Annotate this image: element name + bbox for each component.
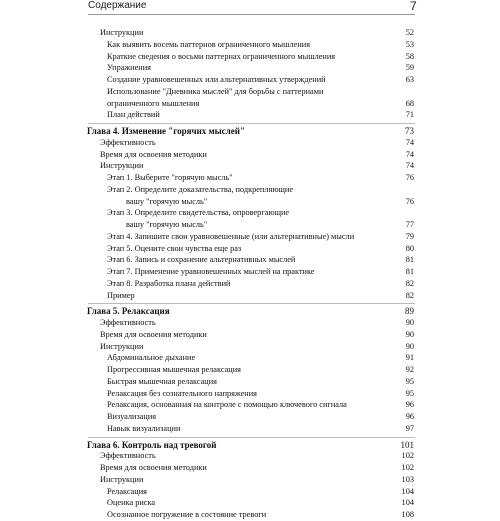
toc-entry-page: 73 [405,126,414,136]
toc-entry-row [0,486,500,498]
toc-entry-row [0,172,500,184]
toc-entry-row [0,74,500,86]
toc-entry-title: ограниченного мышления [107,98,200,108]
page-number: 7 [410,0,417,13]
toc-entry-title: Этап 1. Выберите "горячую мысль" [107,173,233,182]
toc-entry-page: 90 [405,341,414,351]
toc-entry-title: Время для освоения методики [100,329,207,339]
toc-entry-row [0,497,500,509]
toc-entry-page: 74 [405,149,414,159]
toc-entry-page: 95 [405,376,414,386]
toc-entry-row [0,278,500,290]
toc-entry-row [0,317,500,329]
toc-entry-title: Навык визуализации [107,423,181,433]
toc-entry-row [0,388,500,400]
toc-entry-page: 71 [405,110,414,120]
toc-entry-title: Абдоминальное дыхание [107,353,196,363]
toc-entry-title: Создание уравновешенных или альтернативных утверждений [107,75,326,84]
toc-entry-row [0,62,500,74]
toc-entry-title: Краткие сведения о восьми паттернах ограниченного мышления [107,51,336,61]
toc-entry-row [0,341,500,353]
toc-entry-title: Эффективность [100,451,156,461]
chapter-separator [88,123,415,124]
toc-entry-page: 108 [401,510,414,519]
toc-entry-page: 97 [405,423,414,433]
toc-entry-page: 59 [405,63,414,73]
toc-entry-row [0,329,500,341]
toc-entry-page: 95 [405,388,414,398]
toc-entry-title: Визуализация [107,412,157,421]
toc-entry-row [0,364,500,376]
toc-entry-row [0,399,500,411]
toc-entry-page: 90 [405,329,414,339]
toc-entry-title: Инструкции [100,161,144,171]
toc-entry-title: Инструкции [100,28,144,37]
toc-entry-title: Этап 4. Запишите свои уравновешенные (или альтернативные) мысли [107,231,355,241]
toc-entry-page: 81 [405,267,414,276]
chapter-separator [88,303,415,304]
toc-entry-page: 82 [405,278,414,288]
toc-entry-row [0,450,500,462]
chapter-separator [88,437,415,438]
toc-entry-row [0,254,500,266]
toc-entry-title: Использование "Дневника мыслей" для борьбы с паттернами [107,86,324,96]
toc-entry-page: 76 [405,173,414,182]
toc-entry-page: 104 [401,498,414,508]
toc-entry-title: Как выявить восемь паттернов ограниченного мышления [107,39,311,49]
toc-entry-title: Инструкции [100,341,144,351]
toc-entry-row [0,137,500,149]
toc-entry-row [0,86,500,98]
toc-entry-title: План действий [107,110,160,120]
toc-entry-row [0,51,500,63]
toc-entry-page: 102 [401,463,414,472]
toc-entry-row [0,196,500,208]
toc-entry-page: 63 [405,75,414,84]
toc-entry-page: 74 [405,161,414,171]
toc-entry-title: Глава 6. Контроль над тревогой [87,439,217,450]
toc-entry-page: 104 [401,486,414,496]
toc-entry-row [0,376,500,388]
toc-entry-row [0,219,500,231]
toc-entry-row [0,39,500,51]
toc-entry-row [0,243,500,255]
toc-entry-row [0,160,500,172]
toc-entry-page: 102 [401,451,414,461]
toc-entry-title: Релаксация [107,486,147,496]
toc-entry-row [0,149,500,161]
toc-chapter-row [0,305,500,317]
toc-entry-row [0,474,500,486]
toc-entry-title: вашу "горячую мысль" [126,220,208,229]
toc-entry-title: Этап 5. Оцените свои чувства еще раз [107,243,242,253]
toc-entry-page: 58 [405,51,414,61]
running-header-title: Содержание [88,0,147,11]
toc-entry-row [0,266,500,278]
toc-entry-row [0,98,500,110]
toc-entry-page: 79 [405,231,414,241]
toc-entry-row [0,423,500,435]
toc-entry-title: Прогрессивная мышечная релаксация [107,365,241,374]
toc-entry-title: Эффективность [100,137,156,147]
toc-entry-page: 91 [405,353,414,363]
toc-entry-page: 52 [405,28,414,37]
toc-entry-title: Этап 2. Определите доказательства, подкрепляющие [107,184,294,194]
toc-entry-page: 74 [405,137,414,147]
toc-entry-title: Этап 8. Разработка плана действий [107,278,231,288]
toc-entry-row [0,231,500,243]
toc-entry-title: Пример [107,290,135,300]
toc-entry-page: 53 [405,39,414,49]
toc-entry-page: 68 [405,98,414,108]
toc-chapter-row [0,439,500,451]
toc-entry-page: 89 [405,306,414,317]
toc-entry-row [0,411,500,423]
toc-entry-row [0,184,500,196]
toc-entry-page: 103 [401,474,414,484]
toc-entry-title: Релаксация без сознательного напряжения [107,388,257,398]
toc-entry-page: 82 [405,290,414,300]
toc-chapter-row [0,125,500,137]
toc-entry-row [0,290,500,302]
toc-entry-page: 80 [405,243,414,253]
toc-entry-title: Эффективность [100,318,156,327]
toc-entry-row [0,352,500,364]
toc-entry-page: 96 [405,400,414,410]
toc-entry-page: 101 [400,439,414,450]
toc-entry-page: 90 [405,318,414,327]
toc-entry-page: 92 [405,365,414,374]
toc-entry-title: Время для освоения методики [100,149,207,159]
toc-entry-page: 81 [405,255,414,265]
toc-entry-title: Быстрая мышечная релаксация [107,376,217,386]
toc-entry-title: Инструкции [100,474,144,484]
toc-entry-title: Глава 5. Релаксация [87,306,170,317]
toc-entry-title: Этап 7. Применение уравновешенных мыслей на практике [107,267,315,276]
toc-entry-title: Релаксация, основанная на контроле с помощью ключевого сигнала [107,400,347,410]
toc-entry-page: 76 [405,196,414,206]
toc-entry-row [0,462,500,474]
toc-entry-page: 96 [405,412,414,421]
toc-entry-page: 77 [405,220,414,229]
toc-entry-title: Время для освоения методики [100,463,207,472]
toc-entry-title: Глава 4. Изменение "горячих мыслей" [87,126,245,136]
toc-entry-title: Оценка риска [107,498,156,508]
toc-entry-row [0,27,500,39]
toc-entry-row [0,509,500,521]
toc-entry-row [0,207,500,219]
toc-entry-title: Этап 6. Запись и сохранение альтернативных мыслей [107,255,296,265]
toc-entry-title: вашу "горячую мысль" [126,196,208,206]
toc-entry-title: Осознанное погружение в состояние тревоги [107,510,267,519]
toc-entry-row [0,109,500,121]
toc-entry-title: Этап 3. Определите свидетельства, опровергающие [107,208,290,218]
toc-entry-title: Упражнения [107,63,151,73]
